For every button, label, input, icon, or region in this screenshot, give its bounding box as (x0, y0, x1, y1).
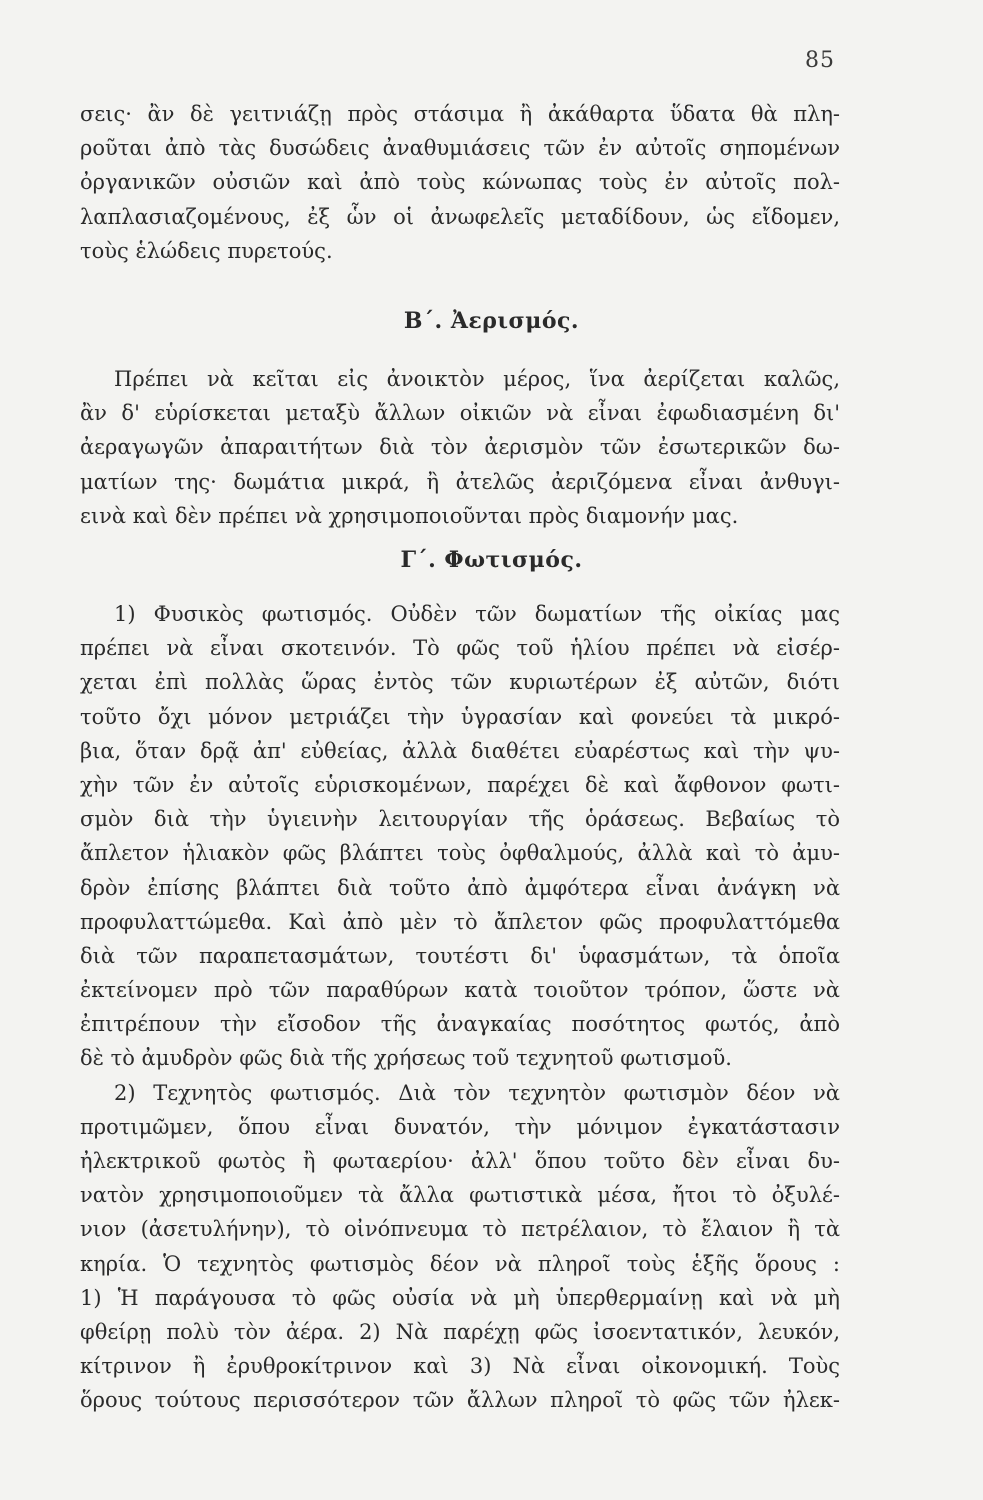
paragraph-intro (80, 97, 840, 268)
text-line: προφυλαττώμεθα. Καὶ ἀπὸ μὲν τὸ ἄπλετον φῶς προφυλαττόμεθα (80, 909, 840, 934)
text-line: ἐκτείνομεν πρὸ τῶν παραθύρων κατὰ τοιοῦτον τρόπον, ὥστε νὰ (80, 978, 840, 1003)
text-line: λαπλασιαζομένους, ἐξ ὧν οἱ ἀνωφελεῖς μεταδίδουν, ὡς εἴδομεν, (80, 204, 840, 229)
text-line: κηρία. Ὁ τεχνητὸς φωτισμὸς δέον νὰ πληροῖ τοὺς ἑξῆς ὅρους : (80, 1251, 840, 1276)
section-heading-c: Γ΄. Φωτισμός. (400, 547, 583, 573)
text-line: διὰ τῶν παραπετασμάτων, τουτέστι δι' ὑφασμάτων, τὰ ὁποῖα (80, 943, 840, 968)
text-line: πρέπει νὰ εἶναι σκοτεινόν. Τὸ φῶς τοῦ ἡλίου πρέπει νὰ εἰσέρ- (80, 636, 840, 661)
text-line: ἠλεκτρικοῦ φωτὸς ἢ φωταερίου· ἀλλ' ὅπου τοῦτο δὲν εἶναι δυ- (80, 1149, 840, 1173)
text-line: προτιμῶμεν, ὅπου εἶναι δυνατόν, τὴν μόνιμον ἐγκατάστασιν (80, 1114, 840, 1139)
text-line: ροῦται ἀπὸ τὰς δυσώδεις ἀναθυμιάσεις τῶν ἐν αὐτοῖς σηπομένων (80, 136, 840, 161)
text-line: δρὸν ἐπίσης βλάπτει διὰ τοῦτο ἀπὸ ἀμφότερα εἶναι ἀνάγκη νὰ (80, 875, 840, 900)
text-line: 1) Ἡ παράγουσα τὸ φῶς οὐσία νὰ μὴ ὑπερθερμαίνῃ καὶ νὰ μὴ (80, 1285, 840, 1310)
text-line: ματίων της· δωμάτια μικρά, ἢ ἀτελῶς ἀεριζόμενα εἶναι ἀνθυγι- (80, 469, 840, 494)
text-line: τοὺς ἑλώδεις πυρετούς. (80, 238, 333, 263)
text-line: χεται ἐπὶ πολλὰς ὥρας ἐντὸς τῶν κυριωτέρων ἐξ αὐτῶν, διότι (80, 670, 840, 695)
text-line: ἐπιτρέπουν τὴν εἴσοδον τῆς ἀναγκαίας ποσότητος φωτός, ἀπὸ (80, 1012, 840, 1037)
text-line: κίτρινον ἢ ἐρυθροκίτρινον καὶ 3) Νὰ εἶναι οἰκονομική. Τοὺς (80, 1354, 840, 1379)
text-line: δὲ τὸ ἀμυδρὸν φῶς διὰ τῆς χρήσεως τοῦ τεχνητοῦ φωτισμοῦ. (80, 1046, 732, 1071)
paragraph-aerismos (80, 362, 840, 533)
text-line: ὅρους τούτους περισσότερον τῶν ἄλλων πληροῖ τὸ φῶς τῶν ἠλεκ- (80, 1388, 840, 1413)
text-line: ἂν δ' εὑρίσκεται μεταξὺ ἄλλων οἰκιῶν νὰ εἶναι ἐφωδιασμένη δι' (80, 401, 840, 426)
paragraph-fotismos (80, 597, 840, 1418)
page-number: 85 (805, 48, 835, 73)
text-line: ἀεραγωγῶν ἀπαραιτήτων διὰ τὸν ἀερισμὸν τῶν ἐσωτερικῶν δω- (80, 435, 840, 460)
text-line: ὀργανικῶν οὐσιῶν καὶ ἀπὸ τοὺς κώνωπας τοὺς ἐν αὐτοῖς πολ- (80, 170, 840, 195)
text-line: 1) Φυσικὸς φωτισμός. Οὐδὲν τῶν δωματίων τῆς οἰκίας μας (114, 602, 840, 626)
text-line: 2) Τεχνητὸς φωτισμός. Διὰ τὸν τεχνητὸν φωτισμὸν δέον νὰ (114, 1080, 840, 1105)
text-line: νατὸν χρησιμοποιοῦμεν τὰ ἄλλα φωτιστικὰ μέσα, ἤτοι τὸ ὀξυλέ- (80, 1183, 840, 1208)
text-line: σεις· ἂν δὲ γειτνιάζῃ πρὸς στάσιμα ἢ ἀκάθαρτα ὕδατα θὰ πλη- (80, 102, 840, 126)
text-line: νιον (ἀσετυλήνην), τὸ οἰνόπνευμα τὸ πετρέλαιον, τὸ ἔλαιον ἢ τὰ (80, 1217, 840, 1242)
text-line: Πρέπει νὰ κεῖται εἰς ἀνοικτὸν μέρος, ἵνα ἀερίζεται καλῶς, (114, 367, 840, 391)
text-line: βια, ὅταν δρᾷ ἀπ' εὐθείας, ἀλλὰ διαθέτει εὐαρέστως καὶ τὴν ψυ- (80, 738, 840, 763)
section-heading-b: Β΄. Ἀερισμός. (403, 308, 580, 334)
text-line: τοῦτο ὄχι μόνον μετριάζει τὴν ὑγρασίαν καὶ φονεύει τὰ μικρό- (80, 704, 840, 729)
text-line: χὴν τῶν ἐν αὐτοῖς εὑρισκομένων, παρέχει δὲ καὶ ἄφθονον φωτι- (80, 772, 840, 797)
text-line: ἄπλετον ἡλιακὸν φῶς βλάπτει τοὺς ὀφθαλμούς, ἀλλὰ καὶ τὸ ἀμυ- (80, 841, 840, 866)
text-line: εινὰ καὶ δὲν πρέπει νὰ χρησιμοποιοῦνται πρὸς διαμονήν μας. (80, 503, 739, 528)
text-line: φθείρῃ πολὺ τὸν ἀέρα. 2) Νὰ παρέχῃ φῶς ἰσοεντατικόν, λευκόν, (80, 1319, 840, 1344)
text-line: σμὸν διὰ τὴν ὑγιεινὴν λειτουργίαν τῆς ὁράσεως. Βεβαίως τὸ (80, 807, 840, 832)
